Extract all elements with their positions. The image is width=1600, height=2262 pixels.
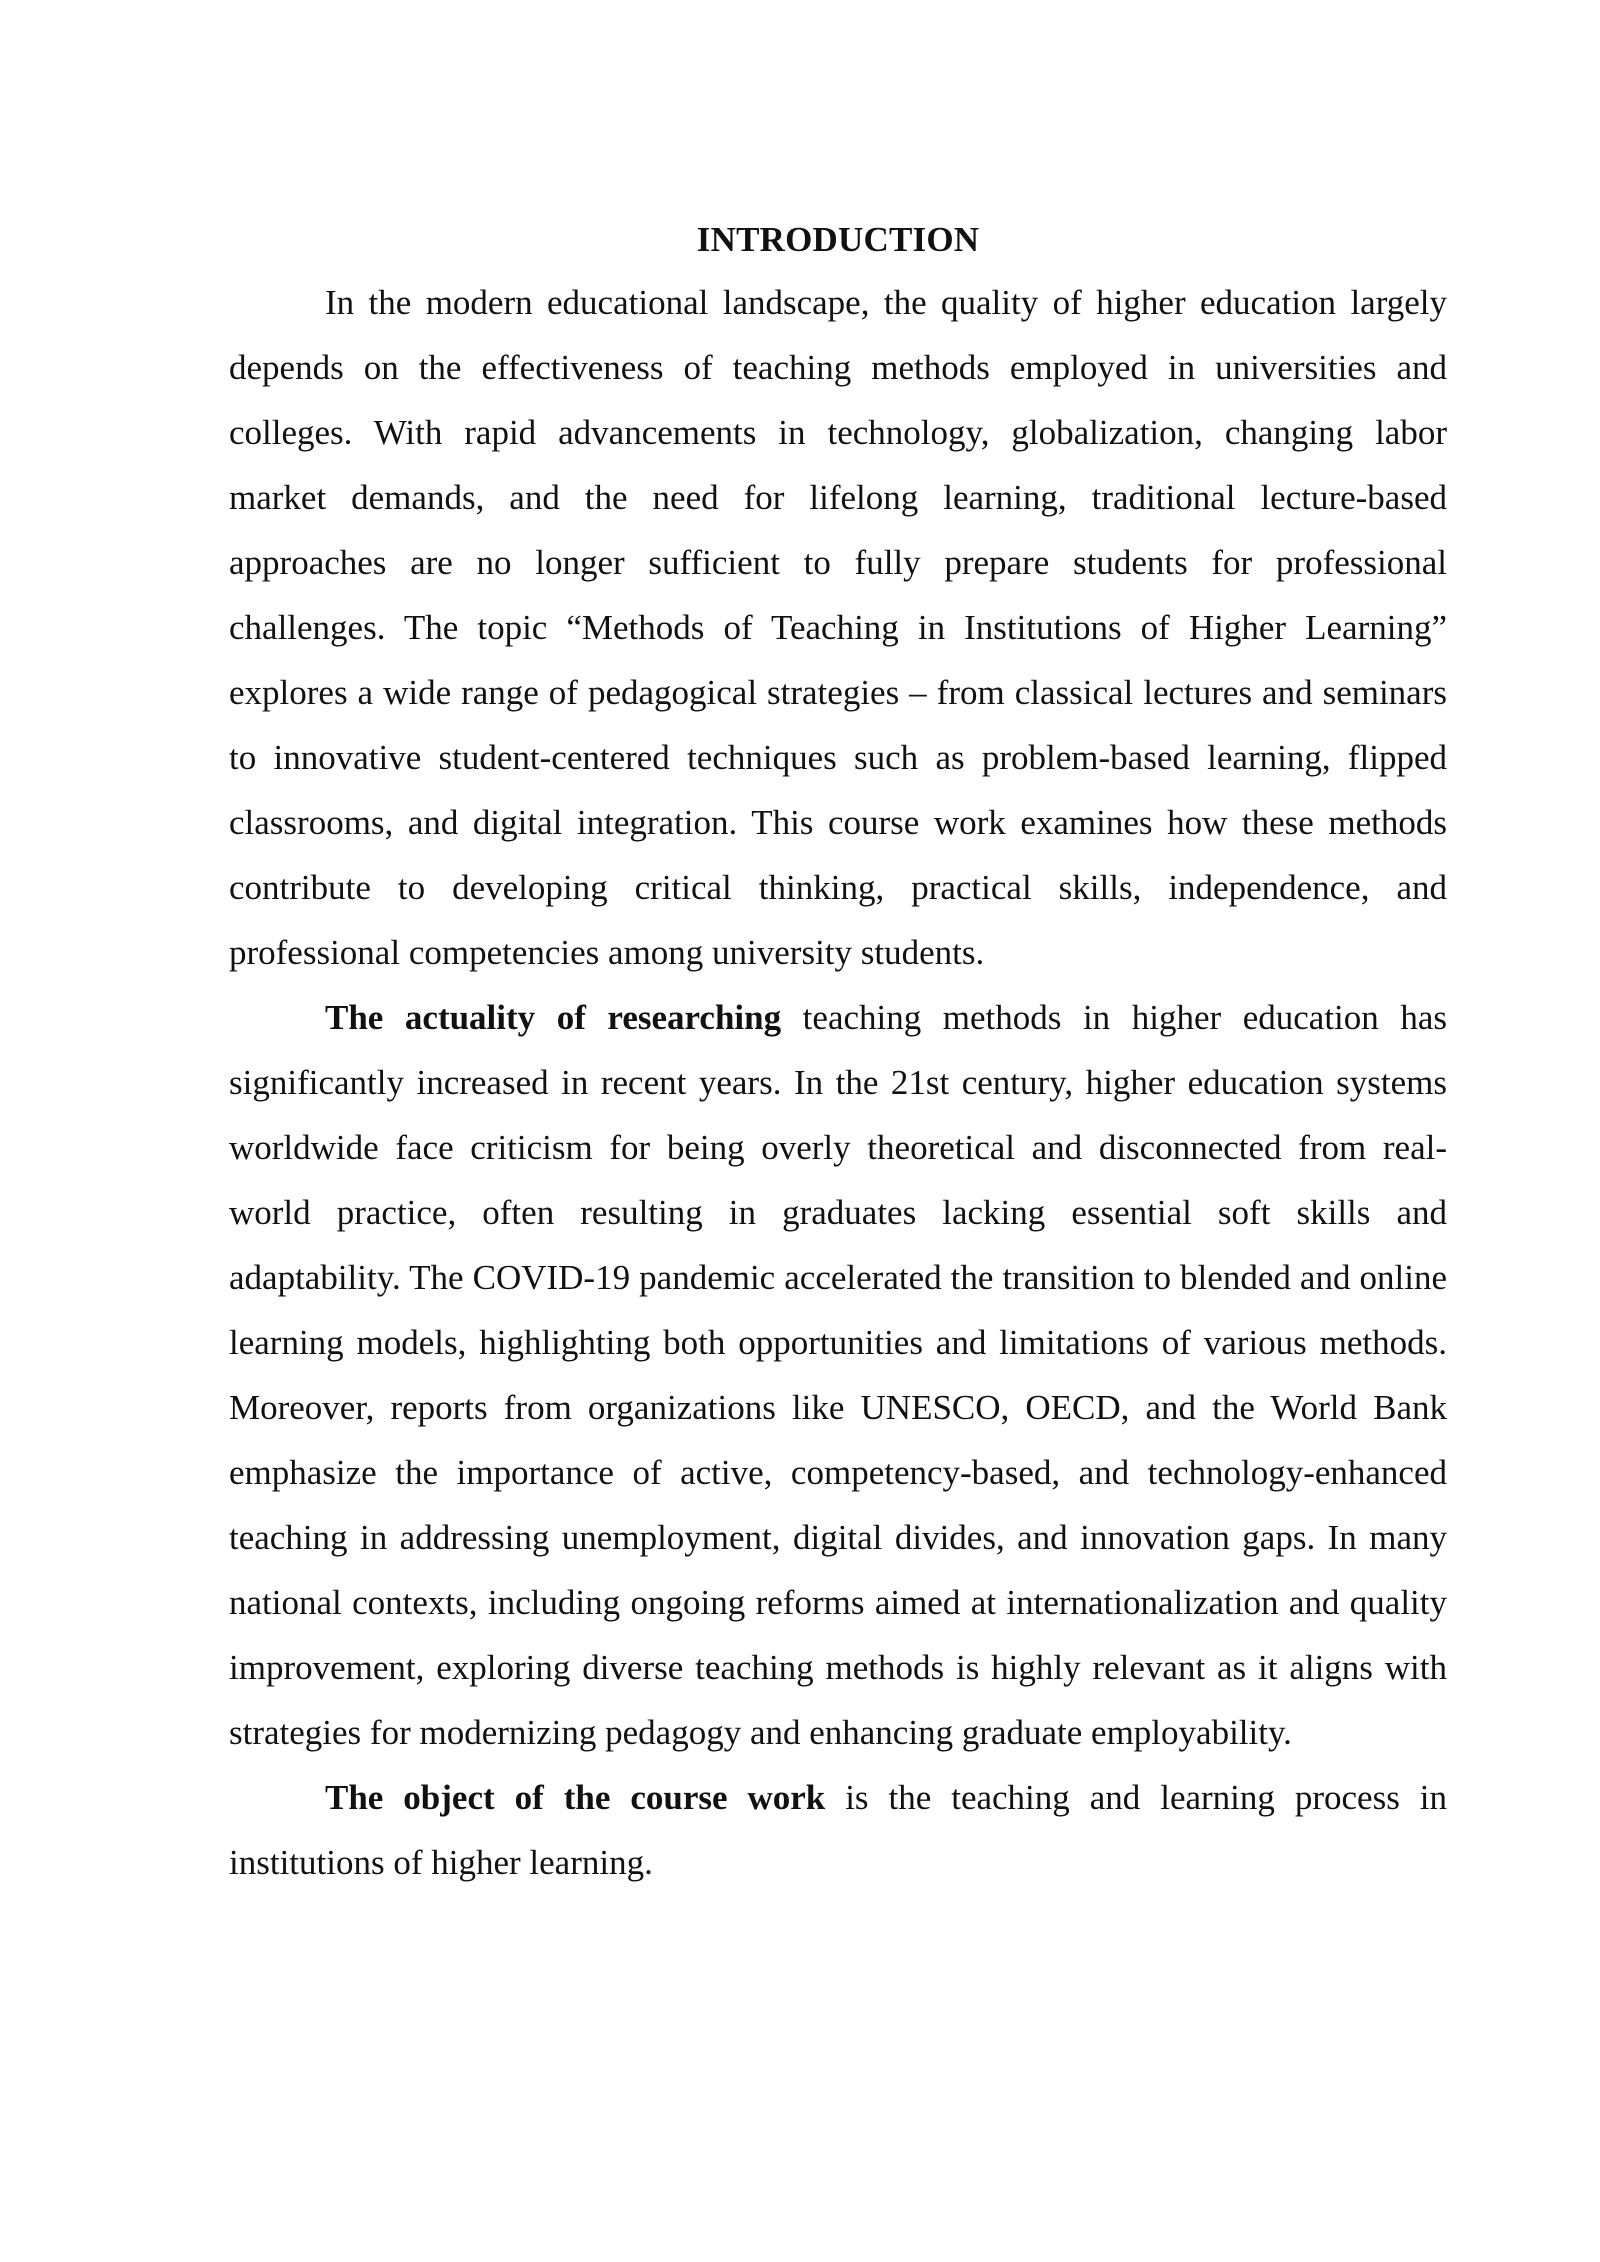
actuality-lead: The actuality of researching <box>325 998 782 1037</box>
object-text: is the teaching and learning process in institutions of higher learning. <box>229 1778 1447 1882</box>
object-lead: The object of the course work <box>325 1778 826 1817</box>
section-title: INTRODUCTION <box>696 220 980 259</box>
document-page <box>229 210 1447 1895</box>
actuality-text: teaching methods in higher education has significantly increased in recent years. In the 21st century, higher education systems worldwide face criticism for being overly theoretical and disconnected from real-world practice, often resulting in graduates lacking essential soft skills and adaptability. The COVID-19 pandemic accelerated the transition to blended and online learning models, highlighting both opportunities and limitations of various methods. Moreover, reports from organizations like UNESCO, OECD, and the World Bank emphasize the importance of active, competency-based, and technology-enhanced teaching in addressing unemployment, digital divides, and innovation gaps. In many national contexts, including ongoing reforms aimed at internationalization and quality improvement, exploring diverse teaching methods is highly relevant as it aligns with strategies for modernizing pedagogy and enhancing graduate employability. <box>229 998 1447 1752</box>
actuality-paragraph <box>229 985 1447 1765</box>
intro-paragraph: In the modern educational landscape, the quality of higher education largely depends on the effectiveness of teaching methods employed in universities and colleges. With rapid advancements in technology, globalization, changing labor market demands, and the need for lifelong learning, traditional lecture-based approaches are no longer sufficient to fully prepare students for professional challenges. The topic “Methods of Teaching in Institutions of Higher Learning” explores a wide range of pedagogical strategies – from classical lectures and seminars to innovative student-centered techniques such as problem-based learning, flipped classrooms, and digital integration. This course work examines how these methods contribute to developing critical thinking, practical skills, independence, and professional competencies among university students. <box>229 283 1447 972</box>
object-paragraph <box>229 1765 1447 1895</box>
